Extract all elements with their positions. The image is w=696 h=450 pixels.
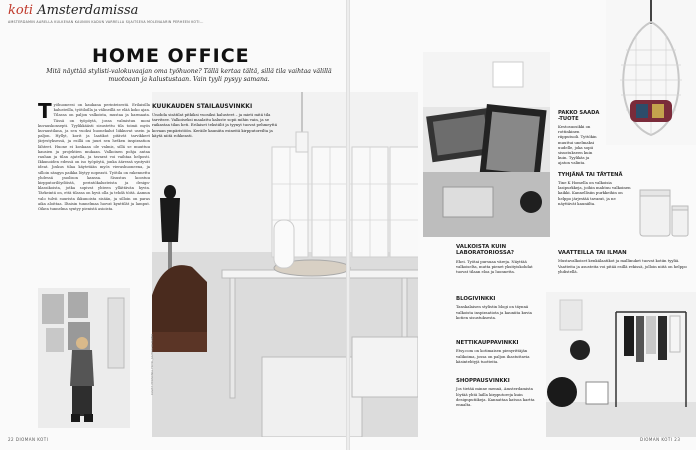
dropcap: T: [38, 103, 52, 123]
tip-box-kuukauden: KUUKAUDEN STAILAUSVINKKI Unohda sisätilat pitkiksi vuosiksi kalusteet – ja mieti mitä tila tarvitsee. Valkoiseksi maalattu kaluste sopii mihin vain, ja se raikastaa tilan heti. Erilaiset tekstiilit ja tyynyt tuovat pehmeyttä kovaan ympäristöön. Keräile kauniita esineitä kirpputoreilta ja käytä niitä rohkeasti.: [152, 103, 277, 138]
tip-box-vaatteita: VAATTEILLA TAI ILMAN Mustavalkoiset kenkälaatikot ja mallinuket tuovat kotiin tyyliä. Vaatteita ja asusteita voi pitää esillä rekissä, jolloin niitä on helppo yhdistellä.: [558, 250, 687, 274]
article-body: Työhuoneesi on kaukana perinteisestä. Erilaisilla kalusteilla, työtiloilla ja välineillä se elää koko ajan. Tilassa on paljon valkoista, mustaa ja harmaata. Tässä on työpöytä, jossa valmistuu moni kuvauskonsepti. Tyylikkäästi sisustettu tila toimii myös kuvaustilana, ja sen vuoksi huonekalut liikkuvat usein ja paljon. Hyllyt, korit ja laatikot pitävät tarvikkeet järjestyksessä, ja esillä on juuri sen hetken inspiraation lähteet. Huone ei koskaan ole valmis, sillä se muuttuu kausien ja projektien mukaan. Valkoinen pohja antaa rauhan ja tilan ajatella, ja tavarat voi vaihtaa helposti. Ikkunoiden edessä on iso työpöytä, jonka ääressä syntyvät ideat. Joskus tilaa käytetään myös vierashuoneena, ja silloin sängyn paikka löytyy nopeasti. Työtila on rakennettu yhdessä puolison kanssa. Sisustus koostuu kirpputorilöydöistä, perintökalusteista ja design-klassikoista, jotka sopivat yhteen yllättävän hyvin. Tärkeintä on, että tilassa on hyvä olla ja tehdä töitä. Aamun valo tulvii suurista ikkunoista sisään, ja silloin on paras aika aloittaa. Iltaisin tunnelmaa luovat kynttilät ja lamput. Oikea tunnelma syntyy pienistä asioista.: [38, 103, 150, 212]
section-tagline: AMSTERDAMIN ÄÄRELLÄ KULKEVAN KAUNIIN KADUN VARRELLA SIJAITSEVA MOLENAARIN PERHEEN KOTI...: [8, 20, 204, 24]
tip-box-pakko: PAKKO SAADA -TUOTE Kestosuosikki on rottinkinen riipputuoli. Tyttökin muuttui unelmaksi uudelle, joka sopii sisustukseen kuin kuin. Tyylikäs ja ajaton valinta.: [558, 110, 600, 166]
tip-box-blogi: BLOGIVINKKI Tanskalaisen stylistin blogi on täynnä valkoista inspiraatiota ja kauniita kuvia kotien sisustuksesta.: [456, 296, 532, 320]
glass-jars-illustration: [636, 186, 692, 248]
article-intro: Mitä näyttää stylisti-valokuvaajan oma työhuone? Tällä kertaa tältä, sillä tila vaihtaa välillä muotoaan ja kalustustaan. Vain tyyli pysyy samana.: [46, 68, 332, 83]
section-kicker: koti Amsterdamissa: [8, 3, 139, 18]
desk-detail-photo: [423, 52, 550, 237]
office-scene-illustration: [152, 92, 418, 437]
portrait-illustration: [38, 288, 130, 428]
page-gutter: [346, 0, 350, 450]
photo-credit: KUVAT: PERSONAL FOTO, JUUTAAVIIRTANEN: [150, 334, 154, 395]
clothing-rack-illustration: [546, 292, 696, 437]
tip-box-shoppaus: SHOPPAUSVINKKI Jos tietää minne mennä, Amsterdamista löytää yhtä lailla kirpputoreja kuin designputiikeja. Kannattaa katsoa kartta ennalta.: [456, 378, 535, 408]
hanging-chair-photo: [606, 0, 696, 145]
glass-jars-photo: [636, 186, 692, 248]
tip-box-tyhja: TYHJÄNÄ TAI TÄYTENÄ Tine K Homella on valkoisia lasipurkkeja, joihin mahtuu valkoinen kaikki. Kannellisiin purkkeihin on helppo järjestää tavarat, ja ne näyttävät kauniilta.: [558, 172, 631, 206]
portrait-photo: [38, 288, 130, 428]
footer-left: 22 DIOMAN KOTI: [8, 437, 49, 442]
desk-detail-illustration: [423, 52, 550, 237]
tip-box-netti: NETTIKAUPPAVINKKI Etsy.com on kotimaisen pienyrittäjän valikoima, jossa on paljon ihastuttavia käsintehtyjä tuotteita.: [456, 340, 530, 364]
tip-box-valkoista: VALKOISTA KUIN LABORATORIOSSA? Ehei. Työtai pursuaa väreja. Näyttää valkoiselta, mutta pienet yksityiskohdat tuovat tilaan eloa ja luonnetta.: [456, 244, 533, 275]
article-title: HOME OFFICE: [92, 45, 250, 67]
hanging-chair-illustration: [606, 0, 696, 145]
clothing-rack-photo: [546, 292, 696, 437]
footer-right: DIOMAN KOTI 23: [640, 437, 681, 442]
office-photo: [152, 92, 418, 437]
